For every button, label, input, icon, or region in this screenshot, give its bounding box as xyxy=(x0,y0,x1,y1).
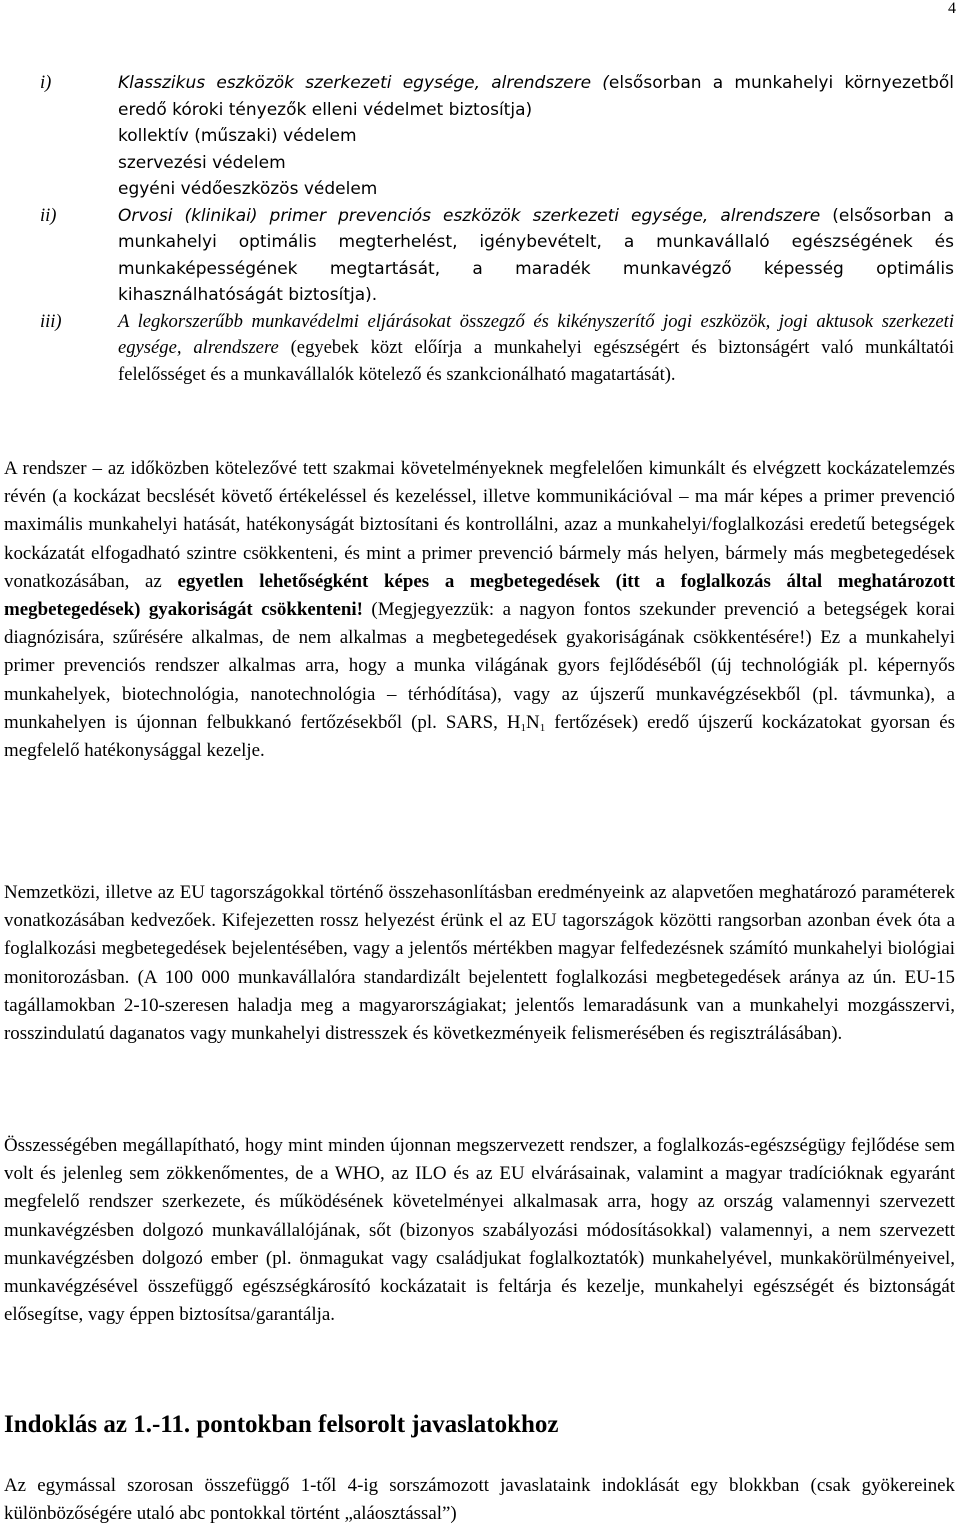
page-number: 4 xyxy=(948,0,956,17)
paragraph-international: Nemzetközi, illetve az EU tagországokkal történő összehasonlításban eredményeink az alapvetően meghatározó paraméterek vonatkozásában kedvezőek. Kifejezetten rossz helyezést érünk el az EU tagországok közötti rangsorban azonban évek óta a foglalkozási megbetegedések bejelentésében, vagy a jelentős mértékben magyar felfedezésnek számító munkahelyi biológiai monitorozásban. (A 100 000 munkavállalóra standardizált bejelentett foglalkozási megbetegedések aránya az ún. EU-15 tagállamokban 2-10-szeresen haladja meg a magyarországiakat; jelentős lemaradásunk van a munkahelyi mozgásszervi, rosszindulatú daganatos vagy munkahelyi distresszek és következményeik felismerésében és regisztrálásában). xyxy=(4,882,955,1045)
subitem-organizational: szervezési védelem xyxy=(118,152,286,173)
list-marker-3: iii) xyxy=(40,311,62,332)
list-marker-1: i) xyxy=(40,73,52,93)
paragraph-text: A rendszer – az időközben kötelezővé tett szakmai követelményeknek megfelelően kimunkált és elvégzett kockázatelemzés révén (a kockázat becslését követő értékeléssel és kezeléssel, illetve kommunikációval – ma már képes a primer prevenció maximális munkahelyi hatását, hatékonyságát biztosítani és kontrollálni, azaz a munkahelyi/foglalkozási eredetű betegségek kockázatát elfogadható szintre csökkenteni, és mint a primer prevenció bármely más helyen, bármely más megbetegedések vonatkozásában, az xyxy=(4,458,955,592)
list-item-3 xyxy=(0,309,960,389)
list-item-2 xyxy=(0,203,960,309)
list-item-3-title: A legkorszerűbb munkavédelmi eljárásokat összegző és kikényszerítő jogi eszközök, jogi aktusok szerkezeti egysége, alrendszere xyxy=(118,310,954,358)
paragraph-justification: Az egymással szorosan összefüggő 1-től 4-ig sorszámozott javaslataink indoklását egy blokkban (csak gyökereinek különbözőségére utaló abc pontokkal történt „aláosztással”) xyxy=(4,1475,955,1525)
paragraph-summary: Összességében megállapítható, hogy mint minden újonnan megszervezett rendszer, a foglalkozás-egészségügy fejlődése sem volt és jelenleg sem zökkenőmentes, de a WHO, az ILO és az EU elvárásainak, valamint a magyar tradícióknak egyaránt megfelelő rendszer szerkezete, és működésének követelményei alkalmasak arra, hogy az ország valamennyi szervezett munkavégzésben dolgozó munkavállalójának, sőt (bizonyos szabályozási módosításokkal) valamennyi, a nem szervezett munkavégzésben dolgozó ember (pl. önmagukat vagy családjukat foglalkoztatók) munkahelyével, munkakörülményeivel, munkavégzésével összefüggő egészségkárosító kockázatait is feltárja és kezelje, munkahelyi egészségét és biztonságát elősegítse, vagy éppen biztosítsa/garantálja. xyxy=(4,1135,955,1326)
system-list xyxy=(0,70,960,388)
list-item-1-text: elsősorban a munkahelyi környezetből eredő kóroki tényezők elleni védelmet biztosítja) xyxy=(118,73,955,120)
list-item-2-title: Orvosi (klinikai) primer prevenciós eszközök szerkezeti egysége, alrendszere xyxy=(118,205,821,226)
paragraph-text: N xyxy=(526,711,540,733)
paragraph-text: (Megjegyezzük: a nagyon fontos szekunder prevenció a betegségek korai diagnózisára, szűrésére alkalmas, de nem alkalmas a megbetegedések gyakoriságának csökkentésére!) Ez a munkahelyi primer prevenciós rendszer alkalmas arra, hogy a munka világának gyors fejlődéséből (új technológiák pl. képernyős munkahelyek, biotechnológia, nanotechnológia – térhódítása), vagy az újszerű munkavégzésekből (pl. távmunka), a munkahelyen is újonnan felbukkanó fertőzésekből (pl. SARS, H xyxy=(4,599,955,733)
list-item-3-text: (egyebek közt előírja a munkahelyi egészségért és biztonságért való munkáltatói felelősséget és a munkavállalók kötelező és szankcionálható magatartását). xyxy=(118,337,954,385)
paragraph-risk-system xyxy=(4,455,955,765)
section-heading: Indoklás az 1.-11. pontokban felsorolt javaslatokhoz xyxy=(4,1411,559,1438)
subitem-collective: kollektív (műszaki) védelem xyxy=(118,126,357,146)
list-marker-2: ii) xyxy=(40,205,57,226)
subitem-individual: egyéni védőeszközös védelem xyxy=(118,179,378,199)
list-item-2-text: (elsősorban a munkahelyi optimális megterhelést, igénybevételt, a munkavállaló egészségének és munkaképességének megtartását, a maradék munkavégző képesség optimális kihasználhatóságát biztosítja). xyxy=(118,205,955,305)
list-item-1 xyxy=(0,70,960,203)
paragraph-emphasis: egyetlen lehetőségként képes a megbetegedések (itt a foglalkozás által meghatározott megbetegedések) gyakoriságát csökkenteni! xyxy=(4,570,955,621)
list-item-1-title: Klasszikus eszközök szerkezeti egysége, alrendszere ( xyxy=(118,73,609,93)
paragraph-text: fertőzések) eredő újszerű kockázatokat gyorsan és megfelelő hatékonysággal kezelje. xyxy=(4,711,955,762)
subscript: 1 xyxy=(539,721,546,734)
subscript: 1 xyxy=(520,721,527,734)
